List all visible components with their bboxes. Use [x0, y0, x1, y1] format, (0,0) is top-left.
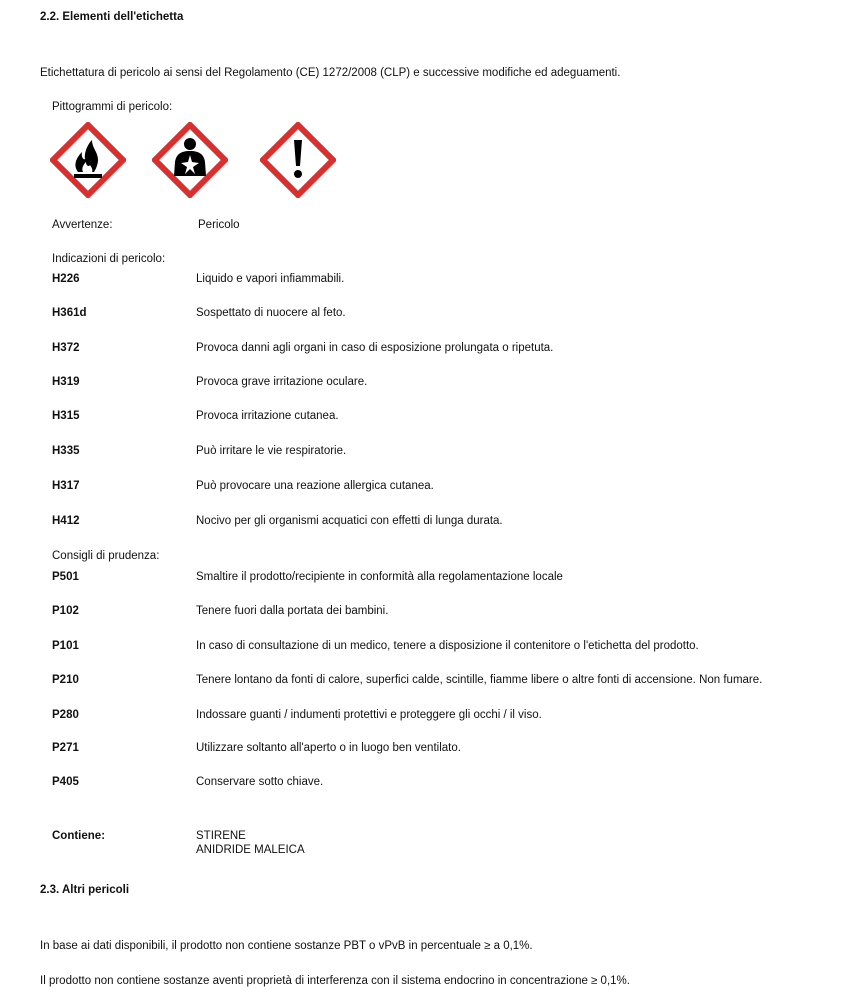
precaution-text: Utilizzare soltanto all'aperto o in luogo ben ventilato. [196, 742, 461, 754]
precaution-text: Indossare guanti / indumenti protettivi e proteggere gli occhi / il viso. [196, 709, 542, 721]
hazard-code: H412 [52, 515, 80, 527]
section-heading-other-hazards: 2.3. Altri pericoli [40, 884, 130, 896]
flame-pictogram-icon [50, 122, 126, 198]
precaution-text: In caso di consultazione di un medico, tenere a disposizione il contenitore o l'etichetta del prodotto. [196, 640, 699, 652]
pictograms-label: Pittogrammi di pericolo: [52, 101, 173, 113]
precautionary-statements-label: Consigli di prudenza: [52, 550, 160, 562]
precaution-code: P271 [52, 742, 79, 754]
signal-word-label: Avvertenze: [52, 219, 113, 231]
hazard-code: H335 [52, 445, 80, 457]
precaution-text: Smaltire il prodotto/recipiente in conformità alla regolamentazione locale [196, 571, 563, 583]
health-hazard-pictogram-icon [152, 122, 228, 198]
contains-substance: ANIDRIDE MALEICA [196, 844, 305, 856]
hazard-text: Può provocare una reazione allergica cutanea. [196, 480, 434, 492]
hazard-statements-label: Indicazioni di pericolo: [52, 253, 166, 265]
hazard-text: Provoca grave irritazione oculare. [196, 376, 368, 388]
precaution-code: P101 [52, 640, 79, 652]
other-hazards-paragraph: Il prodotto non contiene sostanze aventi proprietà di interferenza con il sistema endocrino in concentrazione ≥ 0,1%. [40, 975, 630, 987]
precaution-code: P405 [52, 776, 79, 788]
section-heading-label-elements: 2.2. Elementi dell'etichetta [40, 11, 184, 23]
hazard-text: Sospettato di nuocere al feto. [196, 307, 346, 319]
precaution-text: Conservare sotto chiave. [196, 776, 324, 788]
precaution-code: P210 [52, 674, 79, 686]
hazard-text: Provoca danni agli organi in caso di esposizione prolungata o ripetuta. [196, 342, 554, 354]
clp-intro-text: Etichettatura di pericolo ai sensi del Regolamento (CE) 1272/2008 (CLP) e successive modifiche ed adeguamenti. [40, 67, 621, 79]
exclamation-pictogram-icon [260, 122, 336, 198]
contains-substance: STIRENE [196, 830, 246, 842]
hazard-code: H226 [52, 273, 80, 285]
hazard-code: H319 [52, 376, 80, 388]
precaution-code: P280 [52, 709, 79, 721]
hazard-text: Può irritare le vie respiratorie. [196, 445, 347, 457]
precaution-code: P102 [52, 605, 79, 617]
hazard-text: Nocivo per gli organismi acquatici con effetti di lunga durata. [196, 515, 503, 527]
hazard-code: H317 [52, 480, 80, 492]
hazard-code: H315 [52, 410, 80, 422]
hazard-text: Liquido e vapori infiammabili. [196, 273, 345, 285]
hazard-code: H361d [52, 307, 87, 319]
precaution-code: P501 [52, 571, 79, 583]
hazard-code: H372 [52, 342, 80, 354]
other-hazards-paragraph: In base ai dati disponibili, il prodotto non contiene sostanze PBT o vPvB in percentuale ≥ a 0,1%. [40, 940, 533, 952]
hazard-text: Provoca irritazione cutanea. [196, 410, 339, 422]
precaution-text: Tenere lontano da fonti di calore, superfici calde, scintille, fiamme libere o altre fonti di accensione. Non fumare. [196, 674, 763, 686]
contains-label: Contiene: [52, 830, 106, 842]
signal-word-value: Pericolo [198, 219, 240, 231]
precaution-text: Tenere fuori dalla portata dei bambini. [196, 605, 389, 617]
